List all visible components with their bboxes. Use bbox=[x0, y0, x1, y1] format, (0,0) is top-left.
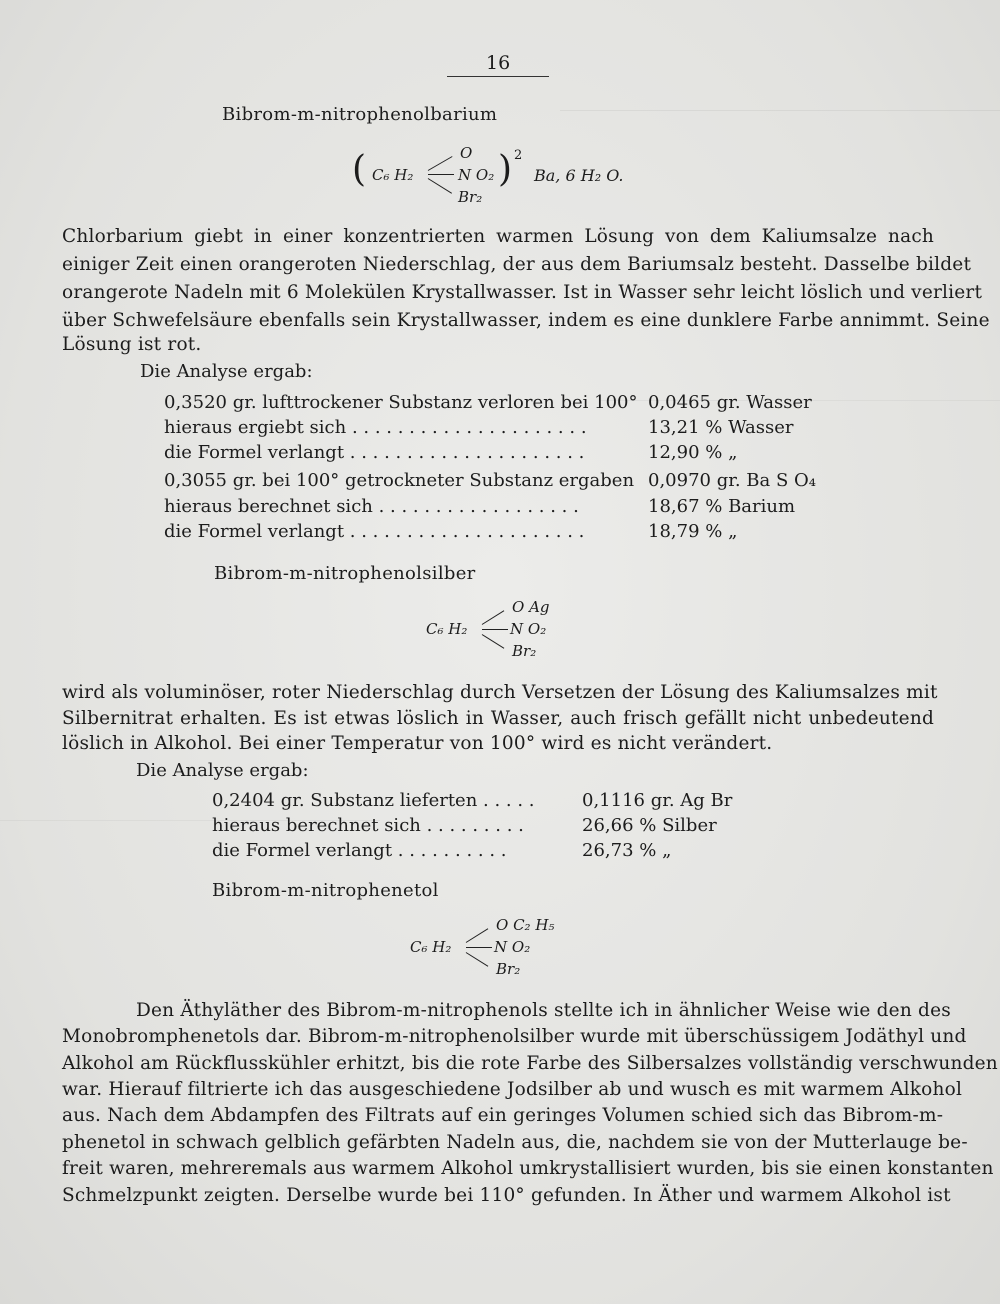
formula-phenetol bbox=[410, 912, 610, 978]
analysis-label: hieraus ergiebt sich . . . . . . . . . . . . . . . . . . . . . bbox=[164, 417, 587, 438]
analysis-label: die Formel verlangt . . . . . . . . . . . . . . . . . . . . . bbox=[164, 521, 585, 542]
analysis-value: 26,73 % „ bbox=[582, 840, 672, 861]
bond-line bbox=[428, 178, 452, 194]
formula-sub: Br₂ bbox=[496, 960, 521, 978]
analysis-value: 0,1116 gr. Ag Br bbox=[582, 790, 733, 811]
analysis-value: 0,0465 gr. Wasser bbox=[648, 392, 812, 413]
text-line: Schmelzpunkt zeigten. Derselbe wurde bei 110° gefunden. In Äther und warmem Alkohol ist bbox=[62, 1185, 951, 1206]
text-line: war. Hierauf filtrierte ich das ausgeschiedene Jodsilber ab und wusch es mit warmem Alkohol bbox=[62, 1079, 963, 1100]
formula-sub-br2: Br₂ bbox=[458, 188, 483, 206]
bond-line bbox=[428, 156, 453, 171]
page-number: 16 bbox=[486, 52, 511, 74]
formula-exponent: 2 bbox=[514, 148, 523, 163]
text-line: Monobromphenetols dar. Bibrom-m-nitrophenolsilber wurde mit überschüssigem Jodäthyl und bbox=[62, 1026, 967, 1047]
bond-line bbox=[428, 174, 454, 175]
page-number-rule bbox=[447, 76, 549, 77]
analysis-label: 0,2404 gr. Substanz lieferten . . . . . bbox=[212, 790, 535, 811]
text-line: löslich in Alkohol. Bei einer Temperatur von 100° wird es nicht verändert. bbox=[62, 733, 773, 754]
formula-barium bbox=[352, 138, 652, 206]
text-line: freit waren, mehreremals aus warmem Alkohol umkrystallisiert wurden, bis sie einen konstanten bbox=[62, 1158, 994, 1179]
text-line: Den Äthyläther des Bibrom-m-nitrophenols stellte ich in ähnlicher Weise wie den des bbox=[136, 1000, 951, 1021]
analysis-label: die Formel verlangt . . . . . . . . . . bbox=[212, 840, 507, 861]
analysis-value: 13,21 % Wasser bbox=[648, 417, 794, 438]
analysis-intro-silver: Die Analyse ergab: bbox=[136, 760, 309, 781]
analysis-value: 0,0970 gr. Ba S O₄ bbox=[648, 470, 817, 491]
formula-sub: Br₂ bbox=[512, 642, 537, 660]
formula-silver bbox=[426, 596, 626, 662]
bond-line bbox=[466, 947, 492, 948]
formula-core: C₆ H₂ bbox=[372, 166, 414, 184]
text-line: orangerote Nadeln mit 6 Molekülen Krystallwasser. Ist in Wasser sehr leicht löslich und verliert bbox=[62, 282, 983, 303]
text-line: phenetol in schwach gelblich gefärbten Nadeln aus, die, nachdem sie von der Mutterlauge be- bbox=[62, 1132, 968, 1153]
bond-line bbox=[466, 952, 489, 967]
bond-line bbox=[482, 610, 505, 625]
analysis-value: 26,66 % Silber bbox=[582, 815, 717, 836]
heading-barium: Bibrom-m-nitrophenolbarium bbox=[222, 104, 498, 125]
formula-close-paren: ) bbox=[498, 149, 513, 190]
bond-line bbox=[482, 629, 508, 630]
heading-phenetol: Bibrom-m-nitrophenetol bbox=[212, 880, 439, 901]
analysis-value: 18,67 % Barium bbox=[648, 496, 796, 517]
text-line: Silbernitrat erhalten. Es ist etwas löslich in Wasser, auch frisch gefällt nicht unbedeutend bbox=[62, 708, 934, 729]
formula-open-paren: ( bbox=[352, 149, 367, 190]
analysis-label: 0,3055 gr. bei 100° getrockneter Substanz ergaben bbox=[164, 470, 635, 491]
text-line: Alkohol am Rückflusskühler erhitzt, bis die rote Farbe des Silbersalzes vollständig verschwunden bbox=[62, 1053, 998, 1074]
analysis-label: 0,3520 gr. lufttrockener Substanz verloren bei 100° bbox=[164, 392, 638, 413]
formula-sub-o: O bbox=[460, 144, 473, 162]
formula-sub: O Ag bbox=[512, 598, 550, 616]
analysis-value: 12,90 % „ bbox=[648, 442, 738, 463]
text-line: Lösung ist rot. bbox=[62, 334, 202, 355]
formula-sub-no2: N O₂ bbox=[458, 166, 495, 184]
analysis-label: die Formel verlangt . . . . . . . . . . . . . . . . . . . . . bbox=[164, 442, 585, 463]
analysis-label: hieraus berechnet sich . . . . . . . . . . . . . . . . . . bbox=[164, 496, 579, 517]
text-line: über Schwefelsäure ebenfalls sein Krystallwasser, indem es eine dunklere Farbe annimmt. Seine bbox=[62, 310, 990, 331]
heading-silver: Bibrom-m-nitrophenolsilber bbox=[214, 563, 476, 584]
analysis-value: 18,79 % „ bbox=[648, 521, 738, 542]
formula-sub: N O₂ bbox=[494, 938, 531, 956]
formula-sub: O C₂ H₅ bbox=[496, 916, 555, 934]
text-line: aus. Nach dem Abdampfen des Filtrats auf ein geringes Volumen schied sich das Bibrom-m- bbox=[62, 1105, 944, 1126]
formula-core: C₆ H₂ bbox=[410, 938, 452, 956]
bond-line bbox=[466, 928, 489, 943]
analysis-intro-barium: Die Analyse ergab: bbox=[140, 361, 313, 382]
text-line: Chlorbarium giebt in einer konzentrierten warmen Lösung von dem Kaliumsalze nach bbox=[62, 226, 934, 247]
bond-line bbox=[482, 634, 505, 649]
text-line: einiger Zeit einen orangeroten Niederschlag, der aus dem Bariumsalz besteht. Dasselbe bildet bbox=[62, 254, 972, 275]
formula-sub: N O₂ bbox=[510, 620, 547, 638]
formula-core: C₆ H₂ bbox=[426, 620, 468, 638]
text-line: wird als voluminöser, roter Niederschlag durch Versetzen der Lösung des Kaliumsalzes mit bbox=[62, 682, 938, 703]
formula-suffix: Ba, 6 H₂ O. bbox=[534, 166, 624, 185]
analysis-label: hieraus berechnet sich . . . . . . . . . bbox=[212, 815, 524, 836]
